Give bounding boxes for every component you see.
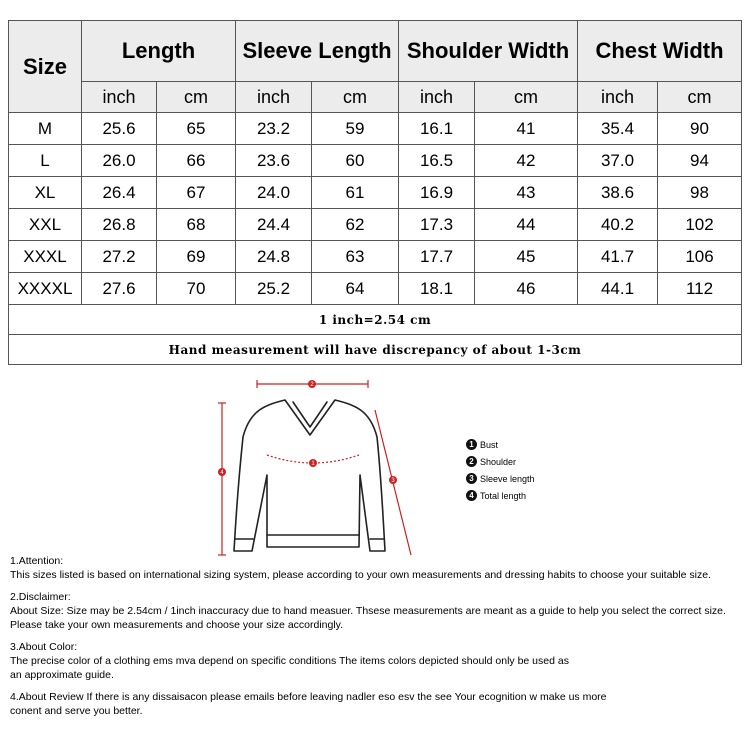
- marker-shoulder-label: 2: [310, 382, 314, 388]
- disclaimer-note: [10, 590, 746, 632]
- attention-title: 1.Attention:: [10, 555, 64, 567]
- legend-label: Total length: [480, 490, 527, 501]
- attention-text: This sizes listed is based on international sizing system, please according to your own measurements and dressing habits to choose your suitable size.: [10, 569, 711, 581]
- legend-item: [466, 470, 535, 487]
- table-cell: 94: [658, 145, 742, 177]
- unit-header: inch: [578, 82, 658, 113]
- table-cell: 60: [312, 145, 399, 177]
- table-header-row: [9, 21, 742, 82]
- unit-header: cm: [312, 82, 399, 113]
- table-cell: 46: [475, 273, 578, 305]
- color-text-2: an approximate guide.: [10, 669, 114, 681]
- table-cell: 18.1: [399, 273, 475, 305]
- size-cell: XL: [9, 177, 82, 209]
- disclaimer-text-2: Please take your own measurements and choose your size accordingly.: [10, 619, 344, 631]
- table-cell: 17.7: [399, 241, 475, 273]
- marker-bust-label: 1: [311, 461, 315, 467]
- disclaimer-title: 2.Disclaimer:: [10, 591, 71, 603]
- table-cell: 98: [658, 177, 742, 209]
- unit-header: cm: [157, 82, 236, 113]
- table-cell: 38.6: [578, 177, 658, 209]
- review-text-2: conent and serve you better.: [10, 705, 143, 717]
- legend-item: [466, 487, 535, 504]
- size-cell: XXXXL: [9, 273, 82, 305]
- size-chart-table: [8, 20, 742, 365]
- table-cell: 63: [312, 241, 399, 273]
- shoulder-width-header: Shoulder Width: [399, 21, 578, 82]
- discrepancy-note-row: [9, 335, 742, 365]
- conversion-note: 1 inch=2.54 cm: [9, 305, 742, 335]
- table-row: [9, 145, 742, 177]
- legend-label: Sleeve length: [480, 473, 535, 484]
- table-cell: 61: [312, 177, 399, 209]
- table-cell: 24.4: [236, 209, 312, 241]
- marker-total-length-label: 4: [220, 470, 224, 476]
- table-row: [9, 177, 742, 209]
- table-cell: 65: [157, 113, 236, 145]
- table-cell: 16.5: [399, 145, 475, 177]
- conversion-note-row: [9, 305, 742, 335]
- legend-item: [466, 453, 535, 470]
- unit-header: inch: [82, 82, 157, 113]
- table-cell: 26.8: [82, 209, 157, 241]
- review-note: [10, 690, 746, 718]
- review-text-1: 4.About Review If there is any dissaisacon please emails before leaving nadler eso esv the see Your ecognition w make us more: [10, 691, 607, 703]
- sweater-body-outline: [234, 400, 385, 551]
- table-cell: 67: [157, 177, 236, 209]
- measurement-legend: [466, 436, 535, 504]
- sweater-diagram: [215, 375, 415, 572]
- unit-header-row: [9, 82, 742, 113]
- table-cell: 17.3: [399, 209, 475, 241]
- unit-header: cm: [658, 82, 742, 113]
- chest-width-header: Chest Width: [578, 21, 742, 82]
- size-cell: XXXL: [9, 241, 82, 273]
- table-cell: 25.2: [236, 273, 312, 305]
- table-cell: 26.4: [82, 177, 157, 209]
- table-cell: 62: [312, 209, 399, 241]
- table-row: [9, 113, 742, 145]
- discrepancy-note: Hand measurement will have discrepancy of about 1-3cm: [9, 335, 742, 365]
- table-cell: 24.8: [236, 241, 312, 273]
- unit-header: inch: [236, 82, 312, 113]
- sweater-illustration: [215, 375, 415, 567]
- table-cell: 90: [658, 113, 742, 145]
- table-cell: 35.4: [578, 113, 658, 145]
- legend-number: 3: [466, 473, 477, 484]
- table-cell: 44.1: [578, 273, 658, 305]
- legend-number: 1: [466, 439, 477, 450]
- legend-number: 4: [466, 490, 477, 501]
- table-cell: 45: [475, 241, 578, 273]
- table-cell: 59: [312, 113, 399, 145]
- size-header: Size: [9, 21, 82, 113]
- length-header: Length: [82, 21, 236, 82]
- table-cell: 37.0: [578, 145, 658, 177]
- table-row: [9, 273, 742, 305]
- table-cell: 70: [157, 273, 236, 305]
- legend-item: [466, 436, 535, 453]
- size-cell: XXL: [9, 209, 82, 241]
- notes-section: [10, 554, 746, 726]
- color-note: [10, 640, 746, 682]
- size-cell: M: [9, 113, 82, 145]
- table-cell: 102: [658, 209, 742, 241]
- table-cell: 24.0: [236, 177, 312, 209]
- table-cell: 27.6: [82, 273, 157, 305]
- size-cell: L: [9, 145, 82, 177]
- sweater-neckline: [293, 402, 327, 427]
- table-cell: 112: [658, 273, 742, 305]
- table-cell: 44: [475, 209, 578, 241]
- table-cell: 23.6: [236, 145, 312, 177]
- legend-label: Bust: [480, 439, 499, 450]
- table-cell: 41: [475, 113, 578, 145]
- sleeve-length-header: Sleeve Length: [236, 21, 399, 82]
- table-cell: 41.7: [578, 241, 658, 273]
- table-cell: 26.0: [82, 145, 157, 177]
- table-cell: 69: [157, 241, 236, 273]
- table-cell: 42: [475, 145, 578, 177]
- legend-number: 2: [466, 456, 477, 467]
- table-cell: 16.9: [399, 177, 475, 209]
- unit-header: inch: [399, 82, 475, 113]
- table-cell: 43: [475, 177, 578, 209]
- table-cell: 27.2: [82, 241, 157, 273]
- table-cell: 64: [312, 273, 399, 305]
- attention-note: [10, 554, 746, 582]
- table-cell: 16.1: [399, 113, 475, 145]
- marker-sleeve-label: 3: [391, 478, 395, 484]
- table-cell: 66: [157, 145, 236, 177]
- table-cell: 40.2: [578, 209, 658, 241]
- unit-header: cm: [475, 82, 578, 113]
- color-title: 3.About Color:: [10, 641, 78, 653]
- color-text-1: The precise color of a clothing ems mva depend on specific conditions The items colors depicted should only be used as: [10, 655, 569, 667]
- disclaimer-text-1: About Size: Size may be 2.54cm / 1inch inaccuracy due to hand measuer. Thsese measurements are meant as a guide to help you select the correct size.: [10, 605, 726, 617]
- table-row: [9, 241, 742, 273]
- table-cell: 68: [157, 209, 236, 241]
- table-cell: 23.2: [236, 113, 312, 145]
- table-cell: 106: [658, 241, 742, 273]
- legend-label: Shoulder: [480, 456, 517, 467]
- table-cell: 25.6: [82, 113, 157, 145]
- table-row: [9, 209, 742, 241]
